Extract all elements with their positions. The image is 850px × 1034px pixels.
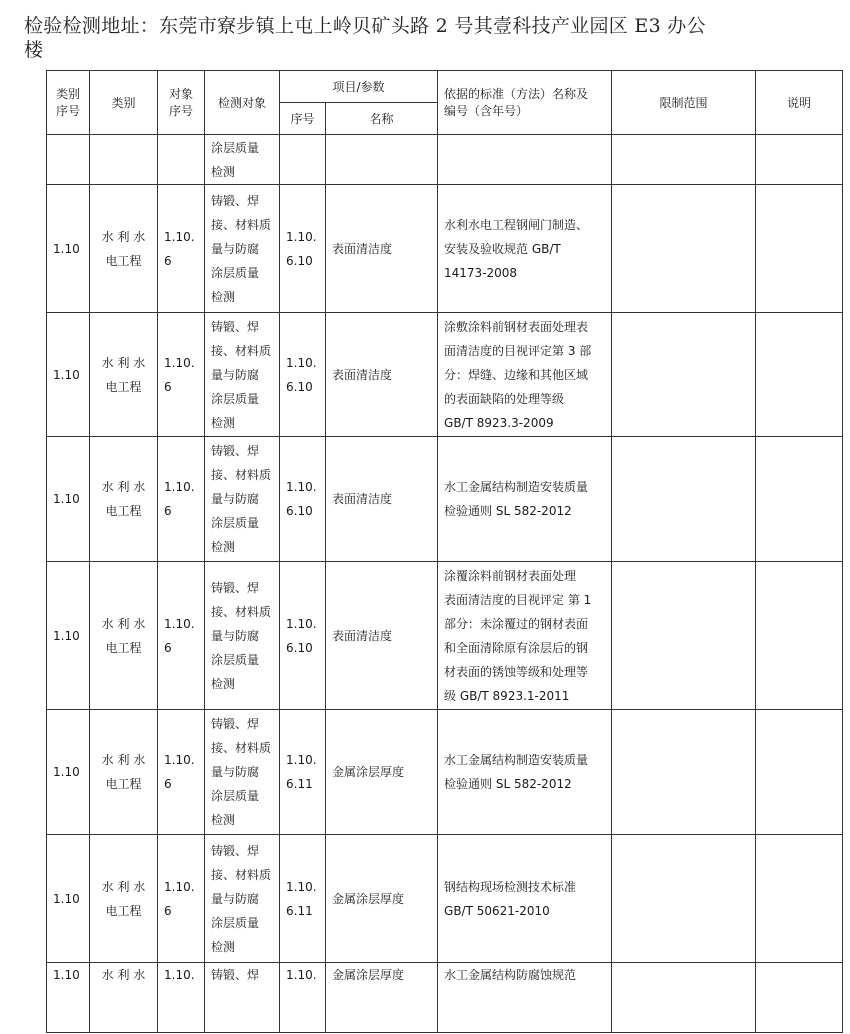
cell-seq: 1.10. 6.10 [280, 313, 326, 437]
cell-standard: 水工金属结构制造安装质量 检验通则 SL 582-2012 [438, 710, 612, 835]
cell-limit [612, 835, 756, 963]
header-obj-seq: 对象 序号 [158, 71, 205, 135]
header-standard: 依据的标准（方法）名称及 编号（含年号） [438, 71, 612, 135]
cell-standard [438, 135, 612, 185]
table-row [47, 963, 843, 1033]
table-row [47, 562, 843, 710]
cell-limit [612, 710, 756, 835]
header-note: 说明 [756, 71, 843, 135]
table-row [47, 313, 843, 437]
cell-seq: 1.10. 6.10 [280, 185, 326, 313]
cell-obj: 铸锻、焊 [205, 963, 280, 1033]
cell-note [756, 313, 843, 437]
header-object: 检测对象 [205, 71, 280, 135]
header-cat-seq: 类别 序号 [47, 71, 90, 135]
cell-name [326, 135, 438, 185]
cell-cat-seq: 1.10 [47, 963, 90, 1033]
cell-category: 水 利 水 [90, 963, 158, 1033]
cell-seq: 1.10. 6.10 [280, 562, 326, 710]
cell-name: 表面清洁度 [326, 437, 438, 562]
cell-note [756, 135, 843, 185]
cell-seq: 1.10. [280, 963, 326, 1033]
cell-category: 水 利 水 电工程 [90, 562, 158, 710]
cell-seq: 1.10. 6.11 [280, 835, 326, 963]
page-title: 检验检测地址：东莞市寮步镇上屯上岭贝矿头路 2 号其壹科技产业园区 E3 办公 楼 [24, 15, 706, 61]
header-name: 名称 [326, 103, 438, 135]
table-row [47, 135, 843, 185]
cell-category: 水 利 水 电工程 [90, 185, 158, 313]
cell-limit [612, 185, 756, 313]
cell-limit [612, 963, 756, 1033]
cell-standard: 涂覆涂料前钢材表面处理 表面清洁度的目视评定 第 1 部分：未涂覆过的钢材表面 和全面清除原有涂层后的钢 材表面的锈蚀等级和处理等 级 GB/T 8923.1-2011 [438, 562, 612, 710]
cell-note [756, 437, 843, 562]
cell-obj-seq: 1.10. 6 [158, 562, 205, 710]
cell-obj-seq: 1.10. 6 [158, 710, 205, 835]
cell-note [756, 185, 843, 313]
cell-obj: 铸锻、焊 接、材料质 量与防腐 涂层质量 检测 [205, 437, 280, 562]
table-row [47, 835, 843, 963]
cell-obj: 铸锻、焊 接、材料质 量与防腐 涂层质量 检测 [205, 185, 280, 313]
cell-obj-seq: 1.10. 6 [158, 437, 205, 562]
cell-seq: 1.10. 6.11 [280, 710, 326, 835]
cell-category [90, 135, 158, 185]
cell-limit [612, 313, 756, 437]
cell-standard: 钢结构现场检测技术标准 GB/T 50621-2010 [438, 835, 612, 963]
cell-limit [612, 135, 756, 185]
cell-obj-seq [158, 135, 205, 185]
inspection-table [46, 70, 843, 1033]
cell-obj: 铸锻、焊 接、材料质 量与防腐 涂层质量 检测 [205, 313, 280, 437]
cell-cat-seq: 1.10 [47, 710, 90, 835]
cell-cat-seq: 1.10 [47, 185, 90, 313]
cell-note [756, 562, 843, 710]
header-seq: 序号 [280, 103, 326, 135]
cell-standard: 水工金属结构防腐蚀规范 [438, 963, 612, 1033]
cell-category: 水 利 水 电工程 [90, 710, 158, 835]
cell-limit [612, 437, 756, 562]
cell-name: 表面清洁度 [326, 185, 438, 313]
cell-name: 金属涂层厚度 [326, 835, 438, 963]
cell-standard: 涂敷涂料前钢材表面处理表 面清洁度的目视评定第 3 部 分：焊缝、边缘和其他区域 的表面缺陷的处理等级 GB/T 8923.3-2009 [438, 313, 612, 437]
cell-cat-seq [47, 135, 90, 185]
cell-note [756, 835, 843, 963]
cell-standard: 水利水电工程钢闸门制造、 安装及验收规范 GB/T 14173-2008 [438, 185, 612, 313]
cell-obj: 铸锻、焊 接、材料质 量与防腐 涂层质量 检测 [205, 710, 280, 835]
cell-obj-seq: 1.10. 6 [158, 313, 205, 437]
cell-obj: 铸锻、焊 接、材料质 量与防腐 涂层质量 检测 [205, 835, 280, 963]
cell-obj-seq: 1.10. 6 [158, 835, 205, 963]
header-limit: 限制范围 [612, 71, 756, 135]
cell-category: 水 利 水 电工程 [90, 437, 158, 562]
cell-cat-seq: 1.10 [47, 437, 90, 562]
cell-name: 金属涂层厚度 [326, 963, 438, 1033]
cell-category: 水 利 水 电工程 [90, 313, 158, 437]
cell-limit [612, 562, 756, 710]
cell-cat-seq: 1.10 [47, 313, 90, 437]
cell-name: 表面清洁度 [326, 313, 438, 437]
header-category: 类别 [90, 71, 158, 135]
cell-obj-seq: 1.10. [158, 963, 205, 1033]
table-row [47, 710, 843, 835]
cell-seq [280, 135, 326, 185]
cell-category: 水 利 水 电工程 [90, 835, 158, 963]
table-row [47, 185, 843, 313]
cell-obj-seq: 1.10. 6 [158, 185, 205, 313]
cell-note [756, 963, 843, 1033]
cell-seq: 1.10. 6.10 [280, 437, 326, 562]
cell-name: 表面清洁度 [326, 562, 438, 710]
cell-cat-seq: 1.10 [47, 562, 90, 710]
cell-obj: 涂层质量 检测 [205, 135, 280, 185]
header-item-param: 项目/参数 [280, 71, 438, 103]
header-row-1 [47, 71, 843, 103]
cell-name: 金属涂层厚度 [326, 710, 438, 835]
cell-note [756, 710, 843, 835]
cell-cat-seq: 1.10 [47, 835, 90, 963]
cell-standard: 水工金属结构制造安装质量 检验通则 SL 582-2012 [438, 437, 612, 562]
cell-obj: 铸锻、焊 接、材料质 量与防腐 涂层质量 检测 [205, 562, 280, 710]
table-row [47, 437, 843, 562]
